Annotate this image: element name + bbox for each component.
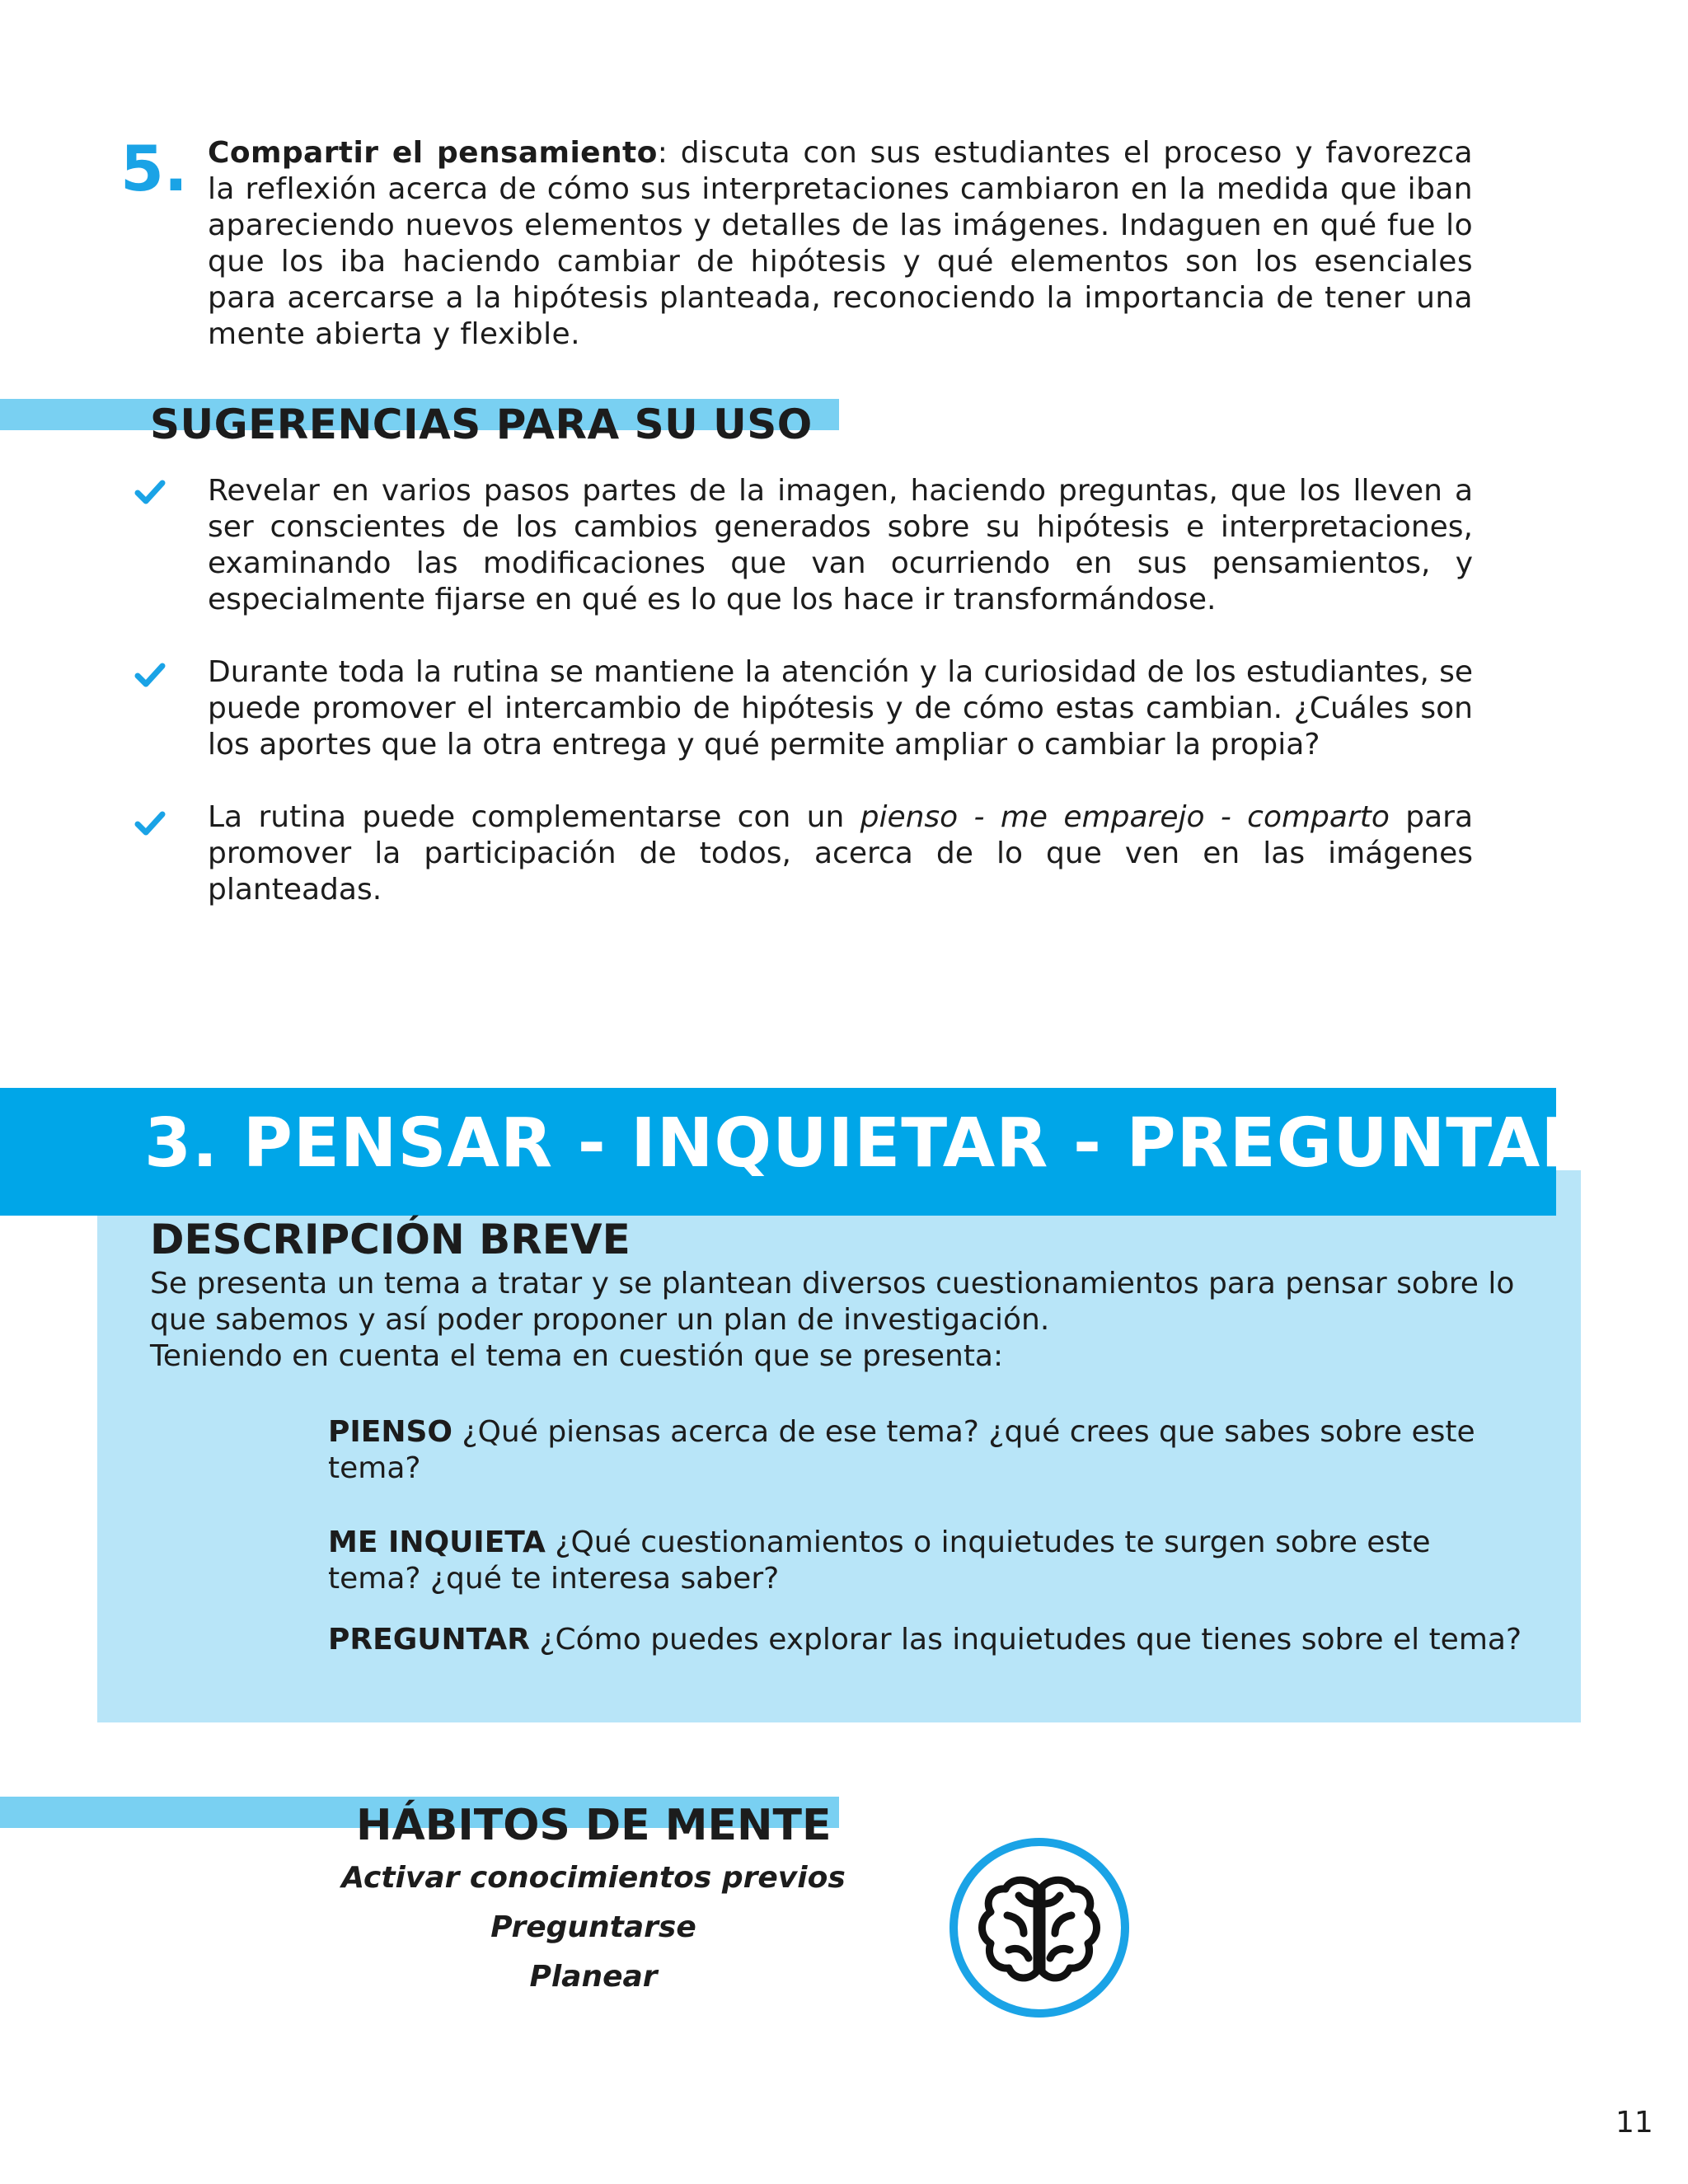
- check-icon: [134, 808, 166, 841]
- suggestion-text: La rutina puede complementarse con un: [208, 800, 860, 834]
- habit-item: Preguntarse: [490, 1910, 696, 1944]
- step5-lead: Compartir el pensamiento: [208, 136, 658, 170]
- routine-title: 3. PENSAR - INQUIETAR - PREGUNTAR: [144, 1104, 1594, 1183]
- question-pienso: [328, 1414, 1523, 1487]
- question-label: PIENSO: [328, 1415, 453, 1449]
- habit-item: Activar conocimientos previos: [341, 1861, 846, 1895]
- description-line: Teniendo en cuenta el tema en cuestión que se presenta:: [150, 1339, 1004, 1373]
- suggestion-item: Revelar en varios pasos partes de la imagen, haciendo preguntas, que los lleven a ser conscientes de los cambios generados sobre su hipótesis e interpretaciones, examinando las modificaciones que van ocurriendo en sus pensamientos, y especialmente fijarse en qué es lo que los hace ir transformándose.: [208, 474, 1473, 616]
- step-number: 5.: [120, 132, 188, 205]
- habits-title: HÁBITOS DE MENTE: [356, 1801, 832, 1850]
- suggestion-item: Durante toda la rutina se mantiene la atención y la curiosidad de los estudiantes, se puede promover el intercambio de hipótesis y de cómo estas cambian. ¿Cuáles son los aportes que la otra entrega y qué permite ampliar o cambiar la propia?: [208, 655, 1473, 762]
- question-label: PREGUNTAR: [328, 1623, 530, 1657]
- description-title: DESCRIPCIÓN BREVE: [150, 1216, 631, 1263]
- suggestion-text: para promover la participación de todos, acerca de lo que ven en las imágenes planteadas.: [208, 800, 1474, 907]
- question-preguntar: [328, 1623, 1523, 1657]
- question-text: ¿Qué cuestionamientos o inquietudes te surgen sobre este tema? ¿qué te interesa saber?: [328, 1526, 1431, 1596]
- question-label: ME INQUIETA: [328, 1526, 546, 1559]
- suggestion-item: [208, 799, 1473, 908]
- description-text: [150, 1266, 1518, 1375]
- question-text: ¿Qué piensas acerca de ese tema? ¿qué crees que sabes sobre este tema?: [328, 1415, 1475, 1485]
- suggestions-title: SUGERENCIAS PARA SU USO: [150, 401, 813, 448]
- page-number: 11: [1615, 2106, 1653, 2139]
- question-text: ¿Cómo puedes explorar las inquietudes que tienes sobre el tema?: [529, 1623, 1522, 1657]
- check-icon: [134, 659, 166, 692]
- suggestion-italic: pienso - me emparejo - comparto: [860, 800, 1390, 834]
- question-me-inquieta: [328, 1525, 1523, 1597]
- step5-paragraph: [208, 135, 1473, 353]
- description-line: Se presenta un tema a tratar y se plantean diversos cuestionamientos para pensar sobre lo que sabemos y así poder proponer un plan de investigación.: [150, 1267, 1515, 1337]
- habit-item: Planear: [529, 1960, 658, 1994]
- brain-icon: [948, 1836, 1131, 2019]
- step5-text: : discuta con sus estudiantes el proceso y favorezca la reflexión acerca de cómo sus interpretaciones cambiaron en la medida que iban apareciendo nuevos elementos y detalles de las imágenes. Indaguen en qué fue lo que los iba haciendo cambiar de hipótesis y qué elementos son los esenciales para acercarse a la hipótesis planteada, reconociendo la importancia de tener una mente abierta y flexible.: [208, 136, 1473, 351]
- check-icon: [134, 476, 166, 509]
